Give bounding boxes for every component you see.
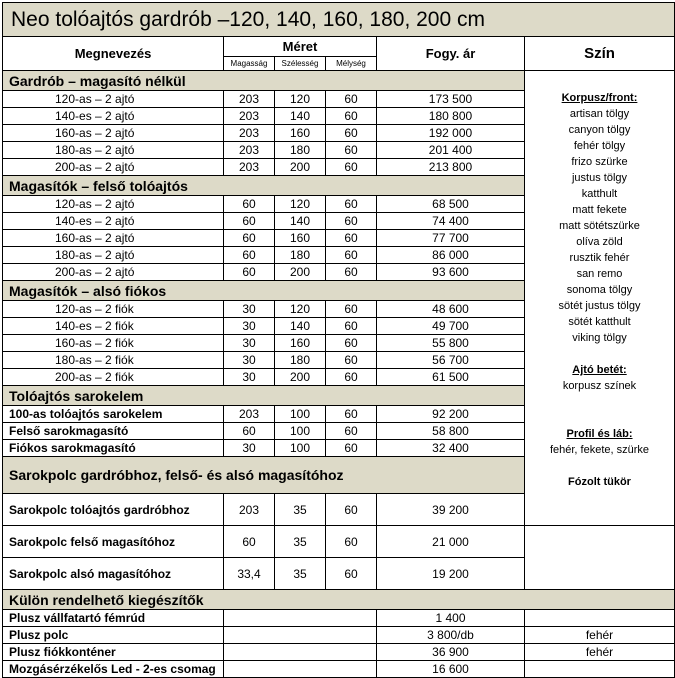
table-row — [3, 610, 675, 627]
item-name: 100-as tolóajtós sarokelem — [3, 406, 224, 423]
item-depth: 60 — [326, 196, 377, 213]
item-price: 86 000 — [377, 247, 525, 264]
item-name: 200-as – 2 ajtó — [3, 264, 224, 281]
item-depth: 60 — [326, 318, 377, 335]
color-item: canyon tölgy — [568, 124, 631, 136]
item-width: 180 — [275, 352, 326, 369]
item-name: 160-as – 2 fiók — [3, 335, 224, 352]
item-depth: 60 — [326, 159, 377, 176]
item-color: fehér — [525, 644, 675, 661]
item-depth: 60 — [326, 142, 377, 159]
color-options-panel — [525, 71, 675, 526]
item-name: 120-as – 2 ajtó — [3, 91, 224, 108]
size-empty — [224, 610, 377, 627]
item-price: 180 800 — [377, 108, 525, 125]
item-price: 21 000 — [377, 526, 525, 558]
size-empty — [224, 627, 377, 644]
item-width: 140 — [275, 108, 326, 125]
section-title: Külön rendelhető kiegészítők — [3, 590, 675, 610]
header-price: Fogy. ár — [377, 37, 525, 71]
item-name: Plusz vállfatartó fémrúd — [3, 610, 224, 627]
item-price: 49 700 — [377, 318, 525, 335]
item-height: 203 — [224, 494, 275, 526]
item-price: 58 800 — [377, 423, 525, 440]
item-price: 39 200 — [377, 494, 525, 526]
item-width: 120 — [275, 301, 326, 318]
mirror-note: Fózolt tükör — [568, 476, 631, 488]
item-name: Plusz polc — [3, 627, 224, 644]
item-width: 120 — [275, 196, 326, 213]
color-item: katthult — [581, 188, 618, 200]
item-depth: 60 — [326, 369, 377, 386]
item-width: 35 — [275, 494, 326, 526]
table-row — [3, 526, 675, 558]
size-empty — [224, 661, 377, 678]
item-depth: 60 — [326, 264, 377, 281]
item-name: 160-as – 2 ajtó — [3, 125, 224, 142]
item-height: 60 — [224, 526, 275, 558]
section-title: Gardrób – magasító nélkül — [3, 71, 525, 91]
item-name: 140-es – 2 ajtó — [3, 213, 224, 230]
item-price: 61 500 — [377, 369, 525, 386]
item-depth: 60 — [326, 335, 377, 352]
item-height: 30 — [224, 440, 275, 457]
item-depth: 60 — [326, 526, 377, 558]
color-item: matt fekete — [572, 204, 627, 216]
color-item: frizo szürke — [571, 156, 628, 168]
item-width: 200 — [275, 369, 326, 386]
color-item: rusztik fehér — [569, 252, 630, 264]
item-name: 140-es – 2 ajtó — [3, 108, 224, 125]
item-width: 200 — [275, 159, 326, 176]
table-row — [3, 627, 675, 644]
item-name: 120-as – 2 fiók — [3, 301, 224, 318]
section-header — [3, 590, 675, 610]
item-height: 60 — [224, 213, 275, 230]
profil-value: fehér, fekete, szürke — [549, 444, 650, 456]
item-width: 100 — [275, 406, 326, 423]
section-title: Tolóajtós sarokelem — [3, 386, 525, 406]
item-price: 77 700 — [377, 230, 525, 247]
item-width: 160 — [275, 230, 326, 247]
item-price: 192 000 — [377, 125, 525, 142]
ajto-heading: Ajtó betét: — [572, 364, 627, 376]
section-title: Magasítók – felső tolóajtós — [3, 176, 525, 196]
item-height: 30 — [224, 352, 275, 369]
item-depth: 60 — [326, 108, 377, 125]
item-color: fehér — [525, 627, 675, 644]
item-width: 200 — [275, 264, 326, 281]
color-item: olíva zöld — [576, 236, 623, 248]
item-name: 180-as – 2 ajtó — [3, 247, 224, 264]
header-height: Magasság — [224, 57, 275, 71]
table-row — [3, 644, 675, 661]
item-name: Sarokpolc tolóajtós gardróbhoz — [3, 494, 224, 526]
item-width: 140 — [275, 318, 326, 335]
item-height: 30 — [224, 301, 275, 318]
color-item: sötét katthult — [568, 316, 631, 328]
item-price: 48 600 — [377, 301, 525, 318]
table-row — [3, 661, 675, 678]
table-row — [3, 558, 675, 590]
item-name: 200-as – 2 fiók — [3, 369, 224, 386]
item-name: 120-as – 2 ajtó — [3, 196, 224, 213]
header-size: Méret — [224, 37, 377, 57]
item-name: 160-as – 2 ajtó — [3, 230, 224, 247]
item-height: 30 — [224, 369, 275, 386]
item-price: 16 600 — [377, 661, 525, 678]
item-name: Plusz fiókkonténer — [3, 644, 224, 661]
item-depth: 60 — [326, 301, 377, 318]
item-width: 35 — [275, 558, 326, 590]
item-width: 35 — [275, 526, 326, 558]
size-empty — [224, 644, 377, 661]
item-price: 93 600 — [377, 264, 525, 281]
color-item: sötét justus tölgy — [558, 300, 641, 312]
item-height: 60 — [224, 230, 275, 247]
item-width: 180 — [275, 142, 326, 159]
item-price: 173 500 — [377, 91, 525, 108]
section-title: Magasítók – alsó fiókos — [3, 281, 525, 301]
item-name: 200-as – 2 ajtó — [3, 159, 224, 176]
profil-heading: Profil és láb: — [566, 428, 633, 440]
item-depth: 60 — [326, 213, 377, 230]
section-header — [3, 71, 675, 91]
item-depth: 60 — [326, 440, 377, 457]
item-price: 32 400 — [377, 440, 525, 457]
item-width: 100 — [275, 440, 326, 457]
item-width: 140 — [275, 213, 326, 230]
color-item: san remo — [576, 268, 623, 280]
item-price: 56 700 — [377, 352, 525, 369]
item-depth: 60 — [326, 558, 377, 590]
color-item: viking tölgy — [572, 332, 627, 344]
item-height: 60 — [224, 264, 275, 281]
price-table — [2, 2, 675, 678]
item-name: Fiókos sarokmagasító — [3, 440, 224, 457]
item-name: Felső sarokmagasító — [3, 423, 224, 440]
header-color: Szín — [525, 37, 675, 71]
item-price: 19 200 — [377, 558, 525, 590]
item-height: 33,4 — [224, 558, 275, 590]
item-width: 180 — [275, 247, 326, 264]
page-title: Neo tolóajtós gardrób –120, 140, 160, 180, 200 cm — [3, 3, 675, 37]
item-height: 203 — [224, 91, 275, 108]
item-width: 120 — [275, 91, 326, 108]
item-price: 3 800/db — [377, 627, 525, 644]
color-item: artisan tölgy — [569, 108, 630, 120]
item-price: 36 900 — [377, 644, 525, 661]
item-height: 60 — [224, 247, 275, 264]
item-name: 180-as – 2 fiók — [3, 352, 224, 369]
color-item: matt sötétszürke — [559, 220, 640, 232]
item-color — [525, 661, 675, 678]
item-height: 60 — [224, 423, 275, 440]
item-height: 203 — [224, 125, 275, 142]
item-depth: 60 — [326, 230, 377, 247]
item-height: 30 — [224, 335, 275, 352]
color-item: sonoma tölgy — [566, 284, 633, 296]
header-depth: Mélység — [326, 57, 377, 71]
ajto-value: korpusz színek — [562, 380, 637, 392]
item-width: 100 — [275, 423, 326, 440]
item-price: 74 400 — [377, 213, 525, 230]
item-height: 30 — [224, 318, 275, 335]
item-name: 140-es – 2 fiók — [3, 318, 224, 335]
item-height: 203 — [224, 159, 275, 176]
item-name: Sarokpolc felső magasítóhoz — [3, 526, 224, 558]
item-price: 201 400 — [377, 142, 525, 159]
item-depth: 60 — [326, 423, 377, 440]
header-width: Szélesség — [275, 57, 326, 71]
item-height: 203 — [224, 406, 275, 423]
item-depth: 60 — [326, 125, 377, 142]
item-price: 92 200 — [377, 406, 525, 423]
item-price: 1 400 — [377, 610, 525, 627]
item-depth: 60 — [326, 91, 377, 108]
color-item: justus tölgy — [571, 172, 628, 184]
item-name: Sarokpolc alsó magasítóhoz — [3, 558, 224, 590]
item-width: 160 — [275, 335, 326, 352]
item-color — [525, 610, 675, 627]
item-depth: 60 — [326, 406, 377, 423]
item-height: 60 — [224, 196, 275, 213]
color-item: fehér tölgy — [573, 140, 626, 152]
item-name: 180-as – 2 ajtó — [3, 142, 224, 159]
header-name: Megnevezés — [3, 37, 224, 71]
item-height: 203 — [224, 108, 275, 125]
section-title: Sarokpolc gardróbhoz, felső- és alsó magasítóhoz — [3, 457, 525, 494]
item-price: 213 800 — [377, 159, 525, 176]
korpusz-heading: Korpusz/front: — [561, 92, 638, 104]
item-price: 55 800 — [377, 335, 525, 352]
item-name: Mozgásérzékelős Led - 2-es csomag — [3, 661, 224, 678]
item-price: 68 500 — [377, 196, 525, 213]
item-depth: 60 — [326, 352, 377, 369]
item-height: 203 — [224, 142, 275, 159]
item-depth: 60 — [326, 494, 377, 526]
item-depth: 60 — [326, 247, 377, 264]
item-width: 160 — [275, 125, 326, 142]
